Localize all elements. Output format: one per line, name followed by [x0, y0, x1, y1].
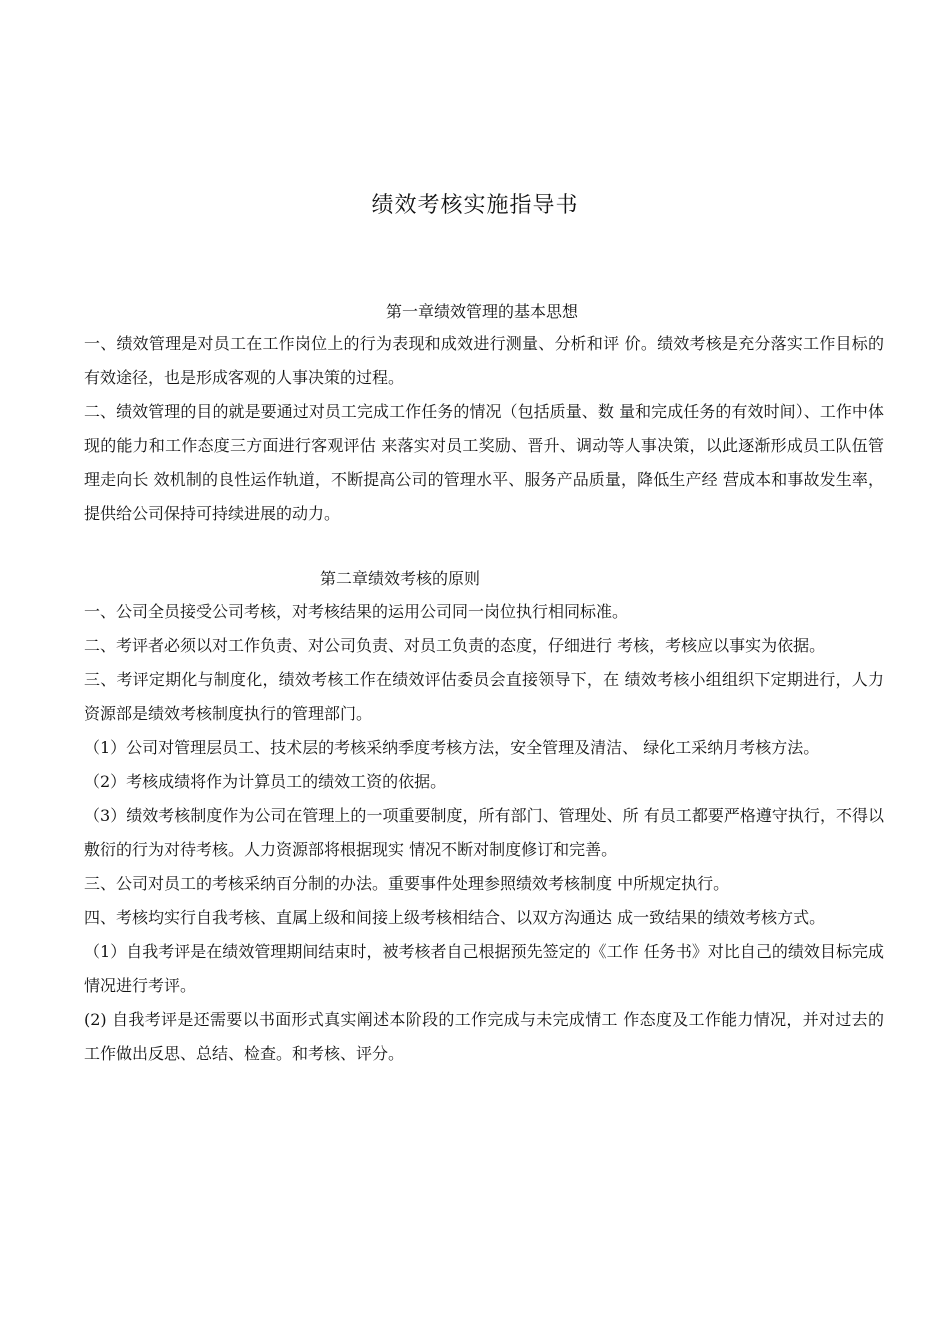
chapter-2-paragraph: 三、公司对员工的考核采纳百分制的办法。重要事件处理参照绩效考核制度 中所规定执行。 — [84, 874, 730, 893]
chapter-2-heading: 第二章绩效考核的原则 — [320, 569, 481, 588]
chapter-1-body — [84, 327, 884, 531]
chapter-1-paragraph: 一、绩效管理是对员工在工作岗位上的行为表现和成效进行测量、分析和评 价。绩效考核是充分落实工作目标的有效途径，也是形成客观的人事决策的过程。 — [84, 334, 884, 387]
chapter-2-paragraph: (2) 自我考评是还需要以书面形式真实阐述本阶段的工作完成与未完成情工 作态度及工作能力情况，并对过去的工作做出反思、总结、检查。和考核、评分。 — [84, 1010, 884, 1063]
chapter-2-paragraph: 三、考评定期化与制度化，绩效考核工作在绩效评估委员会直接领导下，在 绩效考核小组组织下定期进行，人力资源部是绩效考核制度执行的管理部门。 — [84, 670, 884, 723]
chapter-2-paragraph: （3）绩效考核制度作为公司在管理上的一项重要制度，所有部门、管理处、所 有员工都要严格遵守执行，不得以敷衍的行为对待考核。人力资源部将根据现实 情况不断对制度修订和完善。 — [84, 806, 884, 859]
chapter-1-heading: 第一章绩效管理的基本思想 — [385, 302, 578, 321]
chapter-2-paragraph: 二、考评者必须以对工作负责、对公司负责、对员工负责的态度，仔细进行 考核，考核应以事实为依据。 — [84, 636, 826, 655]
document-title: 绩效考核实施指导书 — [371, 193, 579, 218]
chapter-2-body — [84, 595, 884, 1071]
chapter-2-paragraph: （1）公司对管理层员工、技术层的考核采纳季度考核方法，安全管理及清洁、 绿化工采纳月考核方法。 — [84, 738, 820, 757]
chapter-2-paragraph: （2）考核成绩将作为计算员工的绩效工资的依据。 — [84, 772, 447, 791]
chapter-2-paragraph: 一、公司全员接受公司考核，对考核结果的运用公司同一岗位执行相同标准。 — [84, 602, 629, 621]
chapter-2-paragraph: （1）自我考评是在绩效管理期间结束时，被考核者自己根据预先签定的《工作 任务书》对比自己的绩效目标完成情况进行考评。 — [84, 942, 884, 995]
chapter-2-paragraph: 四、考核均实行自我考核、直属上级和间接上级考核相结合、以双方沟通达 成一致结果的绩效考核方式。 — [84, 908, 826, 927]
chapter-1-paragraph: 二、绩效管理的目的就是要通过对员工完成工作任务的情况（包括质量、数 量和完成任务的有效时间）、工作中体现的能力和工作态度三方面进行客观评估 来落实对员工奖励、晋升、调动等人事决策，以此逐渐形成员工队伍管理走向长 效机制的良性运作轨道，不断提高公司的管理水平、服务产品质量，降低生产经 营成本和事故发生率，提供给公司保持可持续进展的动力。 — [84, 402, 884, 523]
